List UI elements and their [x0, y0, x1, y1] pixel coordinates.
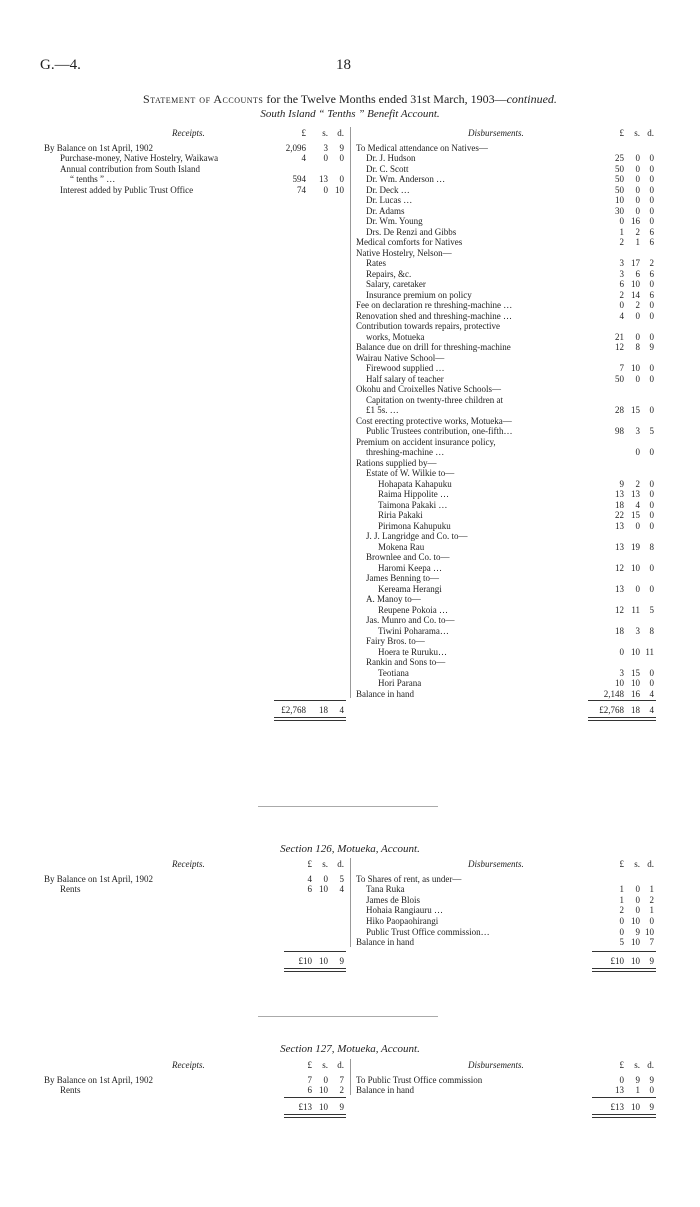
currency-shilling-heading: s.	[634, 128, 640, 138]
line-item-label: Rankin and Sons to—	[366, 657, 446, 667]
line-item-label: Fairy Bros. to—	[366, 636, 425, 646]
amount-pounds: 5	[619, 937, 624, 948]
amount-shillings: 17	[631, 258, 640, 268]
amount-shillings: 16	[631, 688, 640, 699]
amount-pounds: 98	[615, 426, 624, 436]
total-rule	[588, 700, 656, 701]
total-double-rule	[588, 717, 656, 721]
amount-pounds: 0	[619, 916, 624, 926]
currency-pence-heading: d.	[337, 1060, 344, 1070]
amount-pounds: 50	[615, 184, 624, 195]
line-item-label: Balance due on drill for threshing-machine	[356, 342, 511, 352]
line-item-label: Dr. Deck …	[366, 184, 410, 195]
disbursements-total-pence: 9	[649, 1101, 654, 1112]
line-item-label: Cost erecting protective works, Motueka—	[356, 415, 512, 426]
amount-shillings: 10	[319, 884, 328, 895]
amount-shillings: 10	[319, 1085, 328, 1096]
amount-pence: 9	[339, 142, 344, 153]
amount-shillings: 13	[631, 489, 640, 499]
amount-shillings: 1	[635, 1085, 640, 1096]
amount-shillings: 3	[323, 142, 328, 153]
amount-pence: 0	[649, 184, 654, 195]
currency-pence-heading: d.	[647, 859, 654, 869]
receipts-total-pence: 4	[339, 705, 344, 715]
amount-pence: 2	[649, 258, 654, 268]
disbursements-total-pounds: £2,768	[599, 705, 624, 715]
title-rest: for the Twelve Months ended 31st March, 1903—	[266, 92, 507, 106]
amount-pence: 0	[649, 447, 654, 457]
amount-shillings: 0	[635, 174, 640, 184]
line-item-label: Raima Hippolite …	[378, 489, 449, 499]
line-item-label: Salary, caretaker	[366, 279, 426, 289]
line-item-label: Kereama Herangi	[378, 583, 442, 594]
amount-pence: 7	[339, 1074, 344, 1085]
amount-shillings: 0	[635, 583, 640, 594]
statement-title	[0, 92, 700, 107]
line-item-label: Taimona Pakaki …	[378, 499, 448, 510]
line-item-label: Dr. Wm. Anderson …	[366, 174, 446, 184]
line-item-label: Repairs, &c.	[366, 268, 412, 279]
amount-pounds: 0	[619, 926, 624, 937]
section-127-title: Section 127, Motueka, Account.	[280, 1043, 420, 1055]
line-item-label: Dr. Wm. Young	[366, 216, 423, 226]
amount-shillings: 15	[631, 510, 640, 520]
amount-shillings: 0	[635, 373, 640, 384]
amount-pence: 0	[649, 205, 654, 216]
line-item-label: Firewood supplied …	[366, 363, 445, 373]
amount-pounds: 7	[307, 1074, 312, 1085]
amount-pounds: 7	[619, 363, 624, 373]
amount-shillings: 10	[631, 363, 640, 373]
line-item-label: Haromi Keepa …	[378, 562, 442, 573]
amount-pence: 6	[649, 237, 654, 247]
amount-pounds: 594	[292, 174, 306, 184]
line-item-label: Medical comforts for Natives	[356, 237, 463, 247]
total-double-rule	[274, 717, 346, 721]
total-double-rule	[284, 968, 346, 972]
amount-shillings: 0	[323, 184, 328, 195]
line-item-label: Hori Parana	[378, 678, 422, 688]
amount-pounds: 10	[615, 195, 624, 205]
amount-pounds: 0	[619, 300, 624, 310]
amount-pounds: 0	[619, 216, 624, 226]
currency-shilling-heading: s.	[322, 128, 328, 138]
amount-pounds: 13	[615, 520, 624, 531]
amount-shillings: 15	[631, 667, 640, 678]
line-item-label: Teotiana	[378, 667, 409, 678]
currency-pound-heading: £	[619, 1060, 624, 1070]
amount-pounds: 2,096	[285, 142, 306, 153]
amount-pounds: 1	[619, 226, 624, 237]
amount-pounds: 3	[619, 667, 624, 678]
line-item-label: Fee on declaration re threshing-machine …	[356, 300, 513, 310]
amount-pounds: 12	[615, 562, 624, 573]
amount-pence: 0	[649, 678, 654, 688]
amount-pounds: 6	[307, 1085, 312, 1096]
amount-shillings: 0	[635, 205, 640, 216]
amount-shillings: 10	[631, 916, 640, 926]
line-item-label: Jas. Munro and Co. to—	[366, 615, 455, 625]
amount-pence: 0	[649, 153, 654, 163]
currency-shilling-heading: s.	[634, 1060, 640, 1070]
amount-pence: 0	[649, 195, 654, 205]
amount-pence: 4	[339, 884, 344, 895]
amount-shillings: 3	[635, 625, 640, 636]
amount-pounds: 22	[615, 510, 624, 520]
line-item-label: Dr. C. Scott	[366, 163, 409, 174]
receipts-heading: Receipts.	[172, 859, 205, 869]
disbursements-heading: Disbursements.	[468, 1060, 524, 1070]
amount-pounds: 28	[615, 405, 624, 415]
total-rule	[284, 951, 346, 952]
amount-pounds: 6	[307, 884, 312, 895]
line-item-label: Dr. Adams	[366, 205, 405, 216]
amount-pence: 4	[649, 688, 654, 699]
total-rule	[274, 700, 346, 701]
page-number: 18	[336, 57, 351, 73]
amount-pence: 0	[649, 583, 654, 594]
line-item-label: works, Motueka	[366, 331, 425, 342]
amount-pounds: 10	[615, 678, 624, 688]
receipts-total-pounds: £10	[298, 955, 312, 966]
amount-shillings: 0	[635, 184, 640, 195]
section-126-title: Section 126, Motueka, Account.	[280, 843, 420, 855]
amount-pence: 0	[649, 373, 654, 384]
amount-pounds: 18	[615, 625, 624, 636]
amount-pence: 0	[649, 499, 654, 510]
amount-shillings: 0	[635, 310, 640, 321]
line-item-label: Rents	[60, 1085, 81, 1096]
receipts-heading: Receipts.	[172, 128, 205, 138]
amount-pence: 0	[649, 520, 654, 531]
amount-pounds: 2	[619, 237, 624, 247]
amount-shillings: 16	[631, 216, 640, 226]
amount-pence: 2	[339, 1085, 344, 1096]
receipts-total-shillings: 18	[319, 705, 328, 715]
currency-pound-heading: £	[307, 1060, 312, 1070]
line-item-label: Dr. Lucas …	[366, 195, 413, 205]
amount-shillings: 10	[631, 562, 640, 573]
currency-pound-heading: £	[619, 859, 624, 869]
amount-pounds: 50	[615, 163, 624, 174]
section-separator	[258, 1016, 438, 1017]
line-item-label: Tana Ruka	[366, 884, 405, 895]
amount-pounds: 50	[615, 373, 624, 384]
amount-shillings: 0	[323, 153, 328, 163]
amount-pounds: 74	[297, 184, 306, 195]
amount-pence: 5	[649, 426, 654, 436]
currency-pence-heading: d.	[647, 128, 654, 138]
column-divider	[350, 127, 351, 698]
amount-pounds: 25	[615, 153, 624, 163]
line-item-label: Insurance premium on policy	[366, 289, 472, 300]
amount-pounds: 4	[619, 310, 624, 321]
line-item-label: Public Trust Office commission…	[366, 926, 490, 937]
amount-pence: 8	[649, 625, 654, 636]
receipts-total-pence: 9	[339, 1101, 344, 1112]
amount-pounds: 13	[615, 583, 624, 594]
line-item-label: By Balance on 1st April, 1902	[44, 873, 153, 884]
amount-shillings: 2	[635, 300, 640, 310]
currency-shilling-heading: s.	[322, 1060, 328, 1070]
amount-pounds: 18	[615, 499, 624, 510]
line-item-label: Okohu and Croixelles Native Schools—	[356, 384, 501, 394]
amount-pence: 9	[649, 342, 654, 352]
line-item-label: Mokena Rau	[378, 541, 425, 552]
amount-shillings: 6	[635, 268, 640, 279]
amount-pounds: 13	[615, 1085, 624, 1096]
amount-pence: 6	[649, 226, 654, 237]
line-item-label: Wairau Native School—	[356, 352, 445, 363]
disbursements-total-pence: 9	[649, 955, 654, 966]
line-item-label: Premium on accident insurance policy,	[356, 436, 496, 447]
line-item-label: J. J. Langridge and Co. to—	[366, 531, 468, 541]
currency-shilling-heading: s.	[634, 859, 640, 869]
line-item-label: James Benning to—	[366, 573, 439, 583]
line-item-label: Hiko Paopaohirangi	[366, 916, 439, 926]
amount-shillings: 10	[631, 279, 640, 289]
amount-pounds: 1	[619, 884, 624, 895]
line-item-label: Public Trustees contribution, one-fifth…	[366, 426, 513, 436]
amount-pence: 6	[649, 268, 654, 279]
line-item-label: Capitation on twenty-three children at	[366, 394, 503, 405]
amount-shillings: 14	[631, 289, 640, 300]
amount-pence: 0	[649, 510, 654, 520]
amount-pounds: 2	[619, 905, 624, 916]
amount-pounds: 3	[619, 258, 624, 268]
amount-shillings: 2	[635, 226, 640, 237]
amount-shillings: 0	[635, 884, 640, 895]
amount-pence: 0	[649, 478, 654, 489]
amount-pence: 0	[649, 300, 654, 310]
receipts-total-shillings: 10	[319, 955, 328, 966]
amount-pence: 2	[649, 894, 654, 905]
amount-pence: 0	[649, 216, 654, 226]
line-item-label: To Medical attendance on Natives—	[356, 142, 488, 153]
amount-pence: 10	[335, 184, 344, 195]
amount-shillings: 0	[323, 873, 328, 884]
disbursements-total-shillings: 10	[631, 955, 640, 966]
amount-pence: 0	[649, 174, 654, 184]
amount-pence: 10	[645, 926, 654, 937]
amount-shillings: 4	[635, 499, 640, 510]
amount-pence: 0	[649, 279, 654, 289]
currency-pound-heading: £	[307, 859, 312, 869]
amount-pence: 7	[649, 937, 654, 948]
line-item-label: Tiwini Poharama…	[378, 625, 449, 636]
receipts-total-pounds: £13	[298, 1101, 312, 1112]
line-item-label: Estate of W. Wilkie to—	[366, 468, 455, 478]
line-item-label: Brownlee and Co. to—	[366, 552, 450, 562]
line-item-label: Contribution towards repairs, protective	[356, 321, 500, 331]
amount-pence: 0	[649, 1085, 654, 1096]
amount-pence: 0	[649, 163, 654, 174]
amount-pounds: 4	[301, 153, 306, 163]
amount-pounds: 0	[619, 646, 624, 657]
amount-pounds: 3	[619, 268, 624, 279]
column-divider	[350, 1059, 351, 1095]
line-item-label: Hoera te Ruruku…	[378, 646, 447, 657]
amount-pence: 1	[649, 905, 654, 916]
currency-pound-heading: £	[619, 128, 624, 138]
amount-shillings: 0	[635, 905, 640, 916]
amount-shillings: 8	[635, 342, 640, 352]
amount-pounds: 50	[615, 174, 624, 184]
line-item-label: Native Hostelry, Nelson—	[356, 247, 452, 258]
total-rule	[592, 951, 656, 952]
receipts-heading: Receipts.	[172, 1060, 205, 1070]
line-item-label: “ tenths ” …	[70, 174, 116, 184]
amount-pence: 0	[649, 667, 654, 678]
amount-shillings: 0	[635, 153, 640, 163]
title-caps: Statement of Accounts	[143, 92, 264, 106]
amount-shillings: 0	[635, 195, 640, 205]
amount-shillings: 10	[631, 678, 640, 688]
line-item-label: Renovation shed and threshing-machine …	[356, 310, 512, 321]
amount-shillings: 9	[635, 1074, 640, 1085]
amount-pence: 5	[649, 604, 654, 615]
amount-shillings: 9	[635, 926, 640, 937]
disbursements-total-pence: 4	[649, 705, 654, 715]
amount-pence: 11	[645, 646, 654, 657]
line-item-label: Balance in hand	[356, 937, 414, 948]
amount-shillings: 0	[635, 163, 640, 174]
amount-pence: 5	[339, 873, 344, 884]
receipts-total-pounds: £2,768	[281, 705, 306, 715]
amount-shillings: 0	[635, 331, 640, 342]
amount-pence: 8	[649, 541, 654, 552]
total-double-rule	[592, 1114, 656, 1118]
amount-shillings: 11	[631, 604, 640, 615]
amount-shillings: 3	[635, 426, 640, 436]
amount-pence: 0	[649, 562, 654, 573]
line-item-label: Hohaia Rangiauru …	[366, 905, 443, 916]
line-item-label: Half salary of teacher	[366, 373, 444, 384]
amount-pence: 0	[649, 310, 654, 321]
disbursements-total-pounds: £13	[610, 1101, 624, 1112]
line-item-label: Balance in hand	[356, 1085, 414, 1096]
disbursements-total-shillings: 10	[631, 1101, 640, 1112]
line-item-label: Reupene Pokoia …	[378, 604, 448, 615]
amount-shillings: 19	[631, 541, 640, 552]
line-item-label: A. Manoy to—	[366, 594, 421, 604]
disbursements-heading: Disbursements.	[468, 128, 524, 138]
amount-pounds: 12	[615, 604, 624, 615]
line-item-label: Hohapata Kahapuku	[378, 478, 452, 489]
report-code: G.—4.	[40, 57, 81, 73]
line-item-label: Rents	[60, 884, 81, 895]
amount-shillings: 10	[631, 646, 640, 657]
currency-pence-heading: d.	[337, 128, 344, 138]
currency-shilling-heading: s.	[322, 859, 328, 869]
line-item-label: Rates	[366, 258, 386, 268]
line-item-label: To Shares of rent, as under—	[356, 873, 462, 884]
amount-pence: 0	[339, 174, 344, 184]
receipts-total-shillings: 10	[319, 1101, 328, 1112]
column-divider	[350, 858, 351, 947]
total-double-rule	[284, 1114, 346, 1118]
amount-pounds: 30	[615, 205, 624, 216]
line-item-label: Pirimona Kahupuku	[378, 520, 451, 531]
line-item-label: Rations supplied by—	[356, 457, 437, 468]
amount-pounds: 9	[619, 478, 624, 489]
amount-pence: 0	[339, 153, 344, 163]
amount-pence: 0	[649, 489, 654, 499]
amount-shillings: 1	[635, 237, 640, 247]
amount-shillings: 15	[631, 405, 640, 415]
amount-pence: 0	[649, 331, 654, 342]
amount-pounds: 13	[615, 541, 624, 552]
amount-shillings: 0	[635, 894, 640, 905]
amount-pounds: 2,148	[603, 688, 624, 699]
amount-shillings: 13	[319, 174, 328, 184]
line-item-label: Annual contribution from South Island	[60, 163, 200, 174]
line-item-label: Drs. De Renzi and Gibbs	[366, 226, 457, 237]
currency-pence-heading: d.	[337, 859, 344, 869]
amount-pounds: 21	[615, 331, 624, 342]
amount-shillings: 0	[323, 1074, 328, 1085]
disbursements-total-pounds: £10	[610, 955, 624, 966]
amount-pounds: 4	[307, 873, 312, 884]
amount-pence: 0	[649, 363, 654, 373]
line-item-label: By Balance on 1st April, 1902	[44, 142, 153, 153]
amount-pounds: 2	[619, 289, 624, 300]
amount-pounds: 13	[615, 489, 624, 499]
line-item-label: To Public Trust Office commission	[356, 1074, 483, 1085]
line-item-label: By Balance on 1st April, 1902	[44, 1074, 153, 1085]
line-item-label: Purchase-money, Native Hostelry, Waikawa	[60, 153, 219, 163]
line-item-label: £1 5s. …	[366, 405, 399, 415]
title-continued: continued.	[506, 92, 557, 106]
line-item-label: James de Blois	[366, 894, 420, 905]
amount-pence: 0	[649, 916, 654, 926]
line-item-label: Dr. J. Hudson	[366, 153, 416, 163]
currency-pence-heading: d.	[647, 1060, 654, 1070]
amount-pounds: 0	[619, 1074, 624, 1085]
amount-shillings: 0	[635, 520, 640, 531]
amount-pounds: 1	[619, 894, 624, 905]
line-item-label: threshing-machine …	[366, 447, 445, 457]
receipts-total-pence: 9	[339, 955, 344, 966]
amount-shillings: 0	[635, 447, 640, 457]
line-item-label: Interest added by Public Trust Office	[60, 184, 194, 195]
account-subtitle: South Island “ Tenths ” Benefit Account.	[260, 108, 440, 120]
amount-pence: 6	[649, 289, 654, 300]
amount-pence: 1	[649, 884, 654, 895]
amount-shillings: 10	[631, 937, 640, 948]
amount-pounds: 12	[615, 342, 624, 352]
line-item-label: Riria Pakaki	[378, 510, 423, 520]
disbursements-total-shillings: 18	[631, 705, 640, 715]
amount-pence: 0	[649, 405, 654, 415]
total-rule	[592, 1097, 656, 1098]
total-double-rule	[592, 968, 656, 972]
amount-pounds: 6	[619, 279, 624, 289]
total-rule	[284, 1097, 346, 1098]
disbursements-heading: Disbursements.	[468, 859, 524, 869]
amount-pence: 9	[649, 1074, 654, 1085]
line-item-label: Balance in hand	[356, 688, 414, 699]
currency-pound-heading: £	[301, 128, 306, 138]
section-separator	[258, 806, 438, 807]
amount-shillings: 2	[635, 478, 640, 489]
